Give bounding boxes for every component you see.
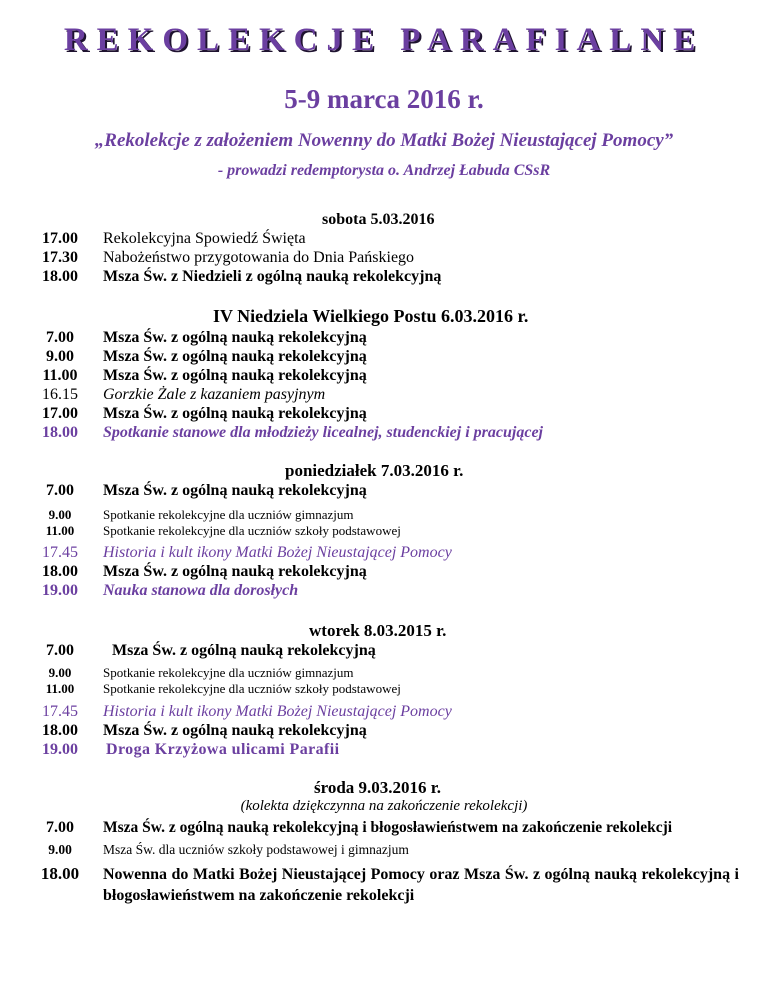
row-time: 18.00: [42, 563, 78, 580]
saturday-heading: sobota 5.03.2016: [322, 211, 435, 228]
row-time: 7.00: [46, 819, 74, 836]
row-time: 9.00: [48, 665, 72, 680]
row-time: 18.00: [42, 424, 78, 441]
monday-heading: poniedziałek 7.03.2016 r.: [285, 461, 464, 480]
wednesday-heading: środa 9.03.2016 r.: [314, 778, 442, 797]
row-time: 17.45: [42, 544, 78, 561]
row-text: Historia i kult ikony Matki Bożej Nieustającej Pomocy: [103, 703, 452, 720]
event-motto: „Rekolekcje z założeniem Nowenny do Matki Bożej Nieustającej Pomocy”: [94, 130, 674, 151]
row-text: Gorzkie Żale z kazaniem pasyjnym: [103, 386, 326, 403]
row-text: Rekolekcyjna Spowiedź Święta: [103, 230, 306, 247]
row-time: 7.00: [46, 329, 74, 346]
row-text: Nabożeństwo przygotowania do Dnia Pańskiego: [103, 249, 415, 266]
row-text: Msza Św. z ogólną nauką rekolekcyjną: [103, 405, 367, 422]
row-time: 9.00: [48, 507, 72, 522]
row-text: Spotkanie rekolekcyjne dla uczniów szkoły podstawowej: [103, 523, 401, 538]
row-time: 9.00: [46, 348, 74, 365]
row-text: Msza Św. dla uczniów szkoły podstawowej i gimnazjum: [103, 842, 409, 857]
row-text: Msza Św. z ogólną nauką rekolekcyjną: [103, 367, 367, 384]
row-text: Spotkanie rekolekcyjne dla uczniów szkoły podstawowej: [103, 681, 401, 696]
event-leader: - prowadzi redemptorysta o. Andrzej Łabuda CSsR: [217, 162, 551, 179]
row-text: Msza Św. z ogólną nauką rekolekcyjną: [103, 329, 367, 346]
row-text: Spotkanie stanowe dla młodzieży licealnej, studenckiej i pracującej: [103, 424, 543, 441]
row-time: 17.00: [42, 230, 78, 247]
row-text: Msza Św. z ogólną nauką rekolekcyjną i błogosławieństwem na zakończenie rekolekcji: [103, 819, 673, 836]
row-time: 17.30: [42, 249, 78, 266]
row-time: 11.00: [42, 367, 78, 384]
row-text: Historia i kult ikony Matki Bożej Nieustającej Pomocy: [103, 544, 452, 561]
row-time: 18.00: [42, 268, 78, 285]
row-text: Msza Św. z ogólną nauką rekolekcyjną: [103, 563, 367, 580]
tuesday-heading: wtorek 8.03.2015 r.: [309, 621, 447, 640]
row-time: 16.15: [42, 386, 78, 403]
row-text: Nauka stanowa dla dorosłych: [103, 582, 299, 599]
row-text: Msza Św. z Niedzieli z ogólną nauką rekolekcyjną: [103, 268, 442, 285]
row-time: 17.45: [42, 703, 78, 720]
row-text: Spotkanie rekolekcyjne dla uczniów gimnazjum: [103, 507, 354, 522]
collection-note: (kolekta dziękczynna na zakończenie rekolekcji): [240, 798, 528, 814]
page-title: REKOLEKCJE PARAFIALNE: [63, 22, 705, 58]
row-time: 7.00: [46, 482, 74, 499]
row-text: Msza Św. z ogólną nauką rekolekcyjną: [112, 642, 376, 659]
event-dates: 5-9 marca 2016 r.: [284, 84, 484, 114]
row-text: Msza Św. z ogólną nauką rekolekcyjną: [103, 348, 367, 365]
sunday-heading: IV Niedziela Wielkiego Postu 6.03.2016 r.: [213, 306, 529, 326]
row-time: 19.00: [42, 582, 78, 599]
row-text: Droga Krzyżowa ulicami Parafii: [106, 741, 340, 758]
row-time: 9.00: [48, 842, 72, 857]
row-text: Msza Św. z ogólną nauką rekolekcyjną: [103, 722, 367, 739]
final-mass-text: Nowenna do Matki Bożej Nieustającej Pomocy oraz Msza Św. z ogólną nauką rekolekcyjną i błogosławieństwem na zakończenie rekolekcji: [103, 866, 739, 904]
row-time: 11.00: [45, 681, 75, 696]
row-time: 19.00: [42, 741, 78, 758]
row-time: 17.00: [42, 405, 78, 422]
row-time: 18.00: [40, 864, 80, 883]
row-text: Spotkanie rekolekcyjne dla uczniów gimnazjum: [103, 665, 354, 680]
row-time: 11.00: [45, 523, 75, 538]
row-text: Msza Św. z ogólną nauką rekolekcyjną: [103, 482, 367, 499]
row-time: 18.00: [42, 722, 78, 739]
row-time: 7.00: [46, 642, 74, 659]
